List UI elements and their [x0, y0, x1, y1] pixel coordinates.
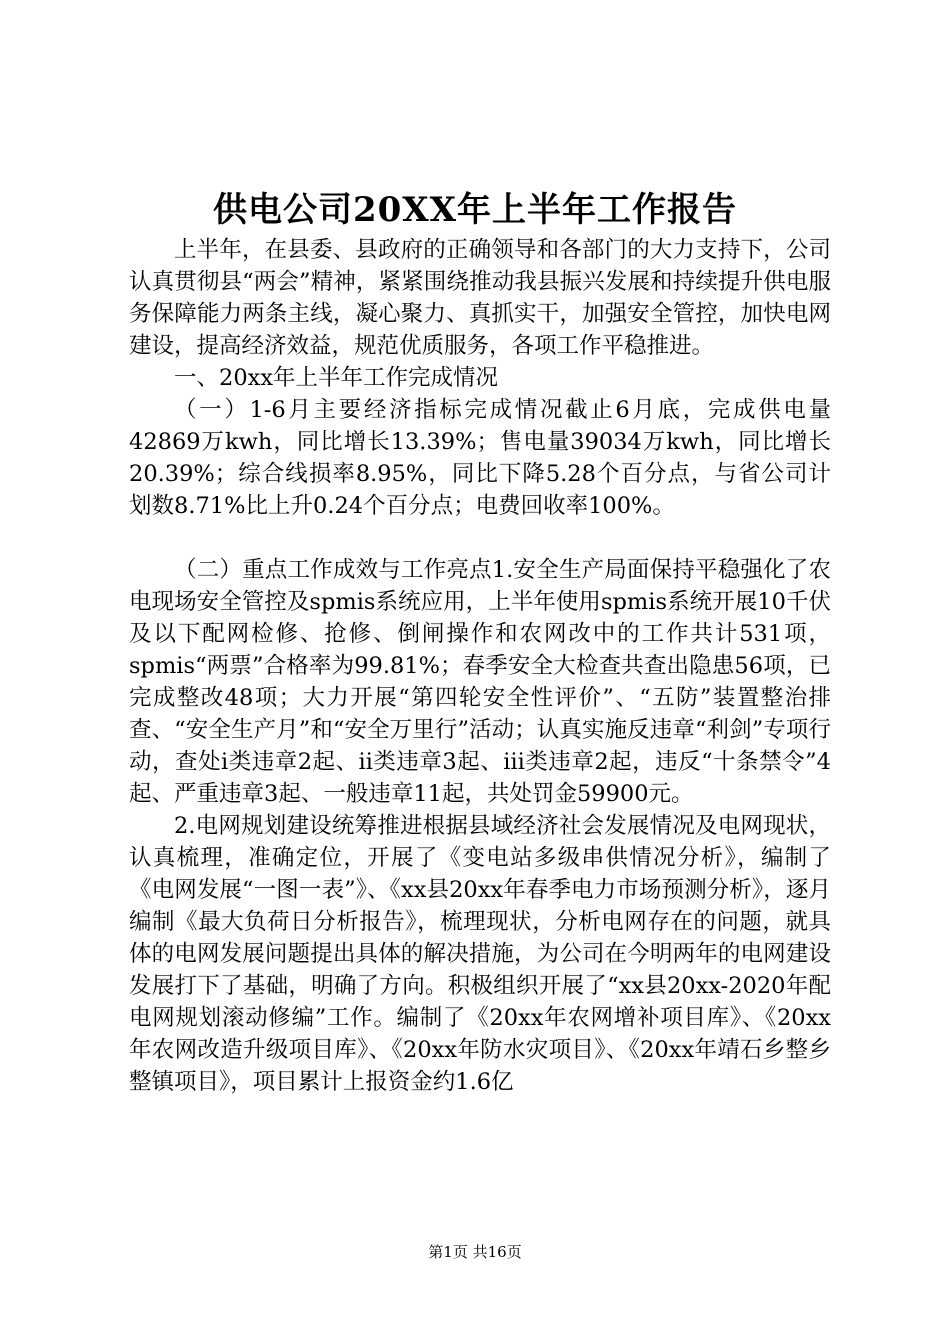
document-body — [129, 234, 831, 1098]
grid-planning-paragraph: 2.电网规划建设统筹推进根据县域经济社会发展情况及电网现状，认真梳理，准确定位，开展了《变电站多级串供情况分析》，编制了《电网发展“一图一表”》、《xx县20xx年春季电力市场预测分析》，逐月编制《最大负荷日分析报告》，梳理现状，分析电网存在的问题，就具体的电网发展问题提出具体的解决措施，为公司在今明两年的电网建设发展打下了基础，明确了方向。积极组织开展了“xx县20xx-2020年配电网规划滚动修编”工作。编制了《20xx年农网增补项目库》、《20xx年农网改造升级项目库》、《20xx年防水灾项目》、《20xx年靖石乡整乡整镇项目》，项目累计上报资金约1.6亿 — [129, 813, 831, 1095]
section-heading: 一、20xx年上半年工作完成情况 — [174, 365, 499, 391]
intro-paragraph: 上半年，在县委、县政府的正确领导和各部门的大力支持下，公司认真贯彻县“两会”精神，紧紧围绕推动我县振兴发展和持续提升供电服务保障能力两条主线，凝心聚力、真抓实干，加强安全管控，加快电网建设，提高经济效益，规范优质服务，各项工作平稳推进。 — [129, 237, 831, 359]
economic-indicators-paragraph: （一）1-6月主要经济指标完成情况截止6月底，完成供电量42869万kwh，同比增长13.39%；售电量39034万kwh，同比增长20.39%；综合线损率8.95%，同比下降5.28个百分点，与省公司计划数8.71%比上升0.24个百分点；电费回收率100%。 — [129, 397, 831, 519]
key-work-paragraph: （二）重点工作成效与工作亮点1.安全生产局面保持平稳强化了农电现场安全管控及spmis系统应用，上半年使用spmis系统开展10千伏及以下配网检修、抢修、倒闸操作和农网改中的工作共计531项，spmis“两票”合格率为99.81%；春季安全大检查共查出隐患56项，已完成整改48项；大力开展“第四轮安全性评价”、“五防”装置整治排查、“安全生产月”和“安全万里行”活动；认真实施反违章“利剑”专项行动，查处ⅰ类违章2起、ⅱ类违章3起、ⅲ类违章2起，违反“十条禁令”4起、严重违章3起、一般违章11起，共处罚金59900元。 — [129, 557, 831, 807]
page-footer: 第1页 共16页 — [428, 1243, 522, 1261]
document-title: 供电公司20XX年上半年工作报告 — [212, 190, 738, 230]
